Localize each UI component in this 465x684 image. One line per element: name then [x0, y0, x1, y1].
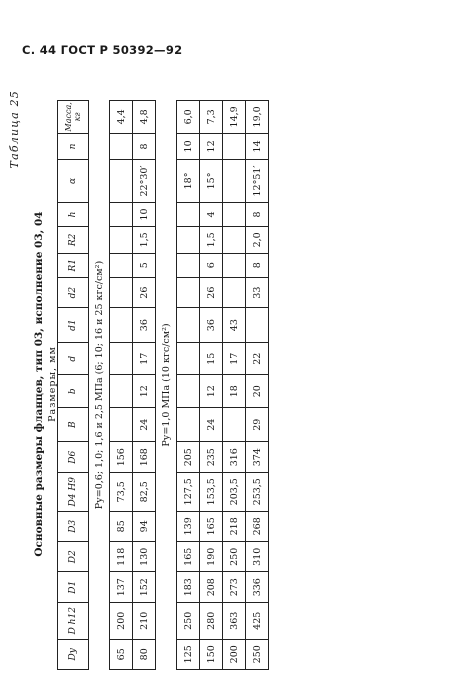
cell: 80 — [133, 639, 156, 669]
col-header: R2 — [58, 227, 89, 253]
cell: 336 — [246, 572, 269, 602]
cell: 65 — [110, 639, 133, 669]
col-header: B — [58, 407, 89, 442]
cell — [223, 202, 246, 226]
cell — [223, 160, 246, 203]
cell: 235 — [200, 442, 223, 472]
cell: 203,5 — [223, 472, 246, 511]
cell: 20 — [246, 375, 269, 408]
cell: 363 — [223, 602, 246, 639]
cell: 2,0 — [246, 227, 269, 253]
cell: 36 — [200, 308, 223, 343]
cell: 14 — [246, 133, 269, 159]
cell: 17 — [133, 342, 156, 375]
cell: 36 — [133, 308, 156, 343]
cell — [223, 227, 246, 253]
table-row — [177, 101, 200, 670]
cell: 26 — [200, 277, 223, 307]
cell: 12°51′ — [246, 160, 269, 203]
cell: 12 — [200, 133, 223, 159]
cell: 10 — [133, 202, 156, 226]
col-header: D2 — [58, 542, 89, 572]
table-number: Таблица 25 — [8, 90, 21, 169]
cell: 26 — [133, 277, 156, 307]
col-header: d1 — [58, 308, 89, 343]
cell: 273 — [223, 572, 246, 602]
cell: 18° — [177, 160, 200, 203]
cell: 218 — [223, 511, 246, 541]
cell — [110, 342, 133, 375]
col-header: D h12 — [58, 602, 89, 639]
cell: 374 — [246, 442, 269, 472]
cell — [177, 308, 200, 343]
cell: 280 — [200, 602, 223, 639]
col-header: n — [58, 133, 89, 159]
col-header: D6 — [58, 442, 89, 472]
cell: 253,5 — [246, 472, 269, 511]
col-header: d2 — [58, 277, 89, 307]
col-header: D4 H9 — [58, 472, 89, 511]
cell: 8 — [133, 133, 156, 159]
cell — [110, 133, 133, 159]
cell — [177, 202, 200, 226]
cell: 268 — [246, 511, 269, 541]
cell — [110, 407, 133, 442]
pressure-condition-row — [156, 101, 177, 670]
cell: 425 — [246, 602, 269, 639]
cell: 150 — [200, 639, 223, 669]
flange-dimensions-table — [57, 100, 269, 670]
cell: 43 — [223, 308, 246, 343]
col-header: D3 — [58, 511, 89, 541]
cell — [110, 202, 133, 226]
cell: 15° — [200, 160, 223, 203]
cell: 33 — [246, 277, 269, 307]
cell: 12 — [200, 375, 223, 408]
cell: 165 — [177, 542, 200, 572]
cell — [177, 375, 200, 408]
cell — [177, 407, 200, 442]
cell: 29 — [246, 407, 269, 442]
cell: 94 — [133, 511, 156, 541]
cell: 250 — [246, 639, 269, 669]
table-row — [246, 101, 269, 670]
cell: 22°30′ — [133, 160, 156, 203]
cell — [110, 375, 133, 408]
cell — [223, 253, 246, 277]
table-subtitle: Размеры, мм — [47, 346, 58, 422]
cell: 200 — [223, 639, 246, 669]
cell: 7,3 — [200, 101, 223, 134]
col-header: b — [58, 375, 89, 408]
cell — [177, 277, 200, 307]
cell — [177, 227, 200, 253]
cell: 12 — [133, 375, 156, 408]
cell: 210 — [133, 602, 156, 639]
table-title: Основные размеры фланцев, тип 03, исполнение 03, 04 — [33, 211, 45, 557]
cell — [110, 160, 133, 203]
cell — [110, 308, 133, 343]
cell: 139 — [177, 511, 200, 541]
cell: 190 — [200, 542, 223, 572]
cell: 15 — [200, 342, 223, 375]
cell: 8 — [246, 202, 269, 226]
table-row — [200, 101, 223, 670]
col-header: h — [58, 202, 89, 226]
cell — [223, 133, 246, 159]
cell: 127,5 — [177, 472, 200, 511]
cell — [246, 308, 269, 343]
cell: 1,5 — [200, 227, 223, 253]
cell: 125 — [177, 639, 200, 669]
cell: 4 — [200, 202, 223, 226]
pressure-condition-row — [89, 101, 110, 670]
col-header: R1 — [58, 253, 89, 277]
cell — [177, 253, 200, 277]
col-header: d — [58, 342, 89, 375]
cell: 4,4 — [110, 101, 133, 134]
cell: 250 — [223, 542, 246, 572]
cell: 14,9 — [223, 101, 246, 134]
cell: 5 — [133, 253, 156, 277]
col-header: Dу — [58, 639, 89, 669]
cell: 250 — [177, 602, 200, 639]
cell: 165 — [200, 511, 223, 541]
cell: 153,5 — [200, 472, 223, 511]
cell: 152 — [133, 572, 156, 602]
cell: 82,5 — [133, 472, 156, 511]
cell: 205 — [177, 442, 200, 472]
cell: 10 — [177, 133, 200, 159]
col-header: D1 — [58, 572, 89, 602]
cell: 22 — [246, 342, 269, 375]
cell: 73,5 — [110, 472, 133, 511]
table-row — [223, 101, 246, 670]
cell: 118 — [110, 542, 133, 572]
cell: 1,5 — [133, 227, 156, 253]
cell: 4,8 — [133, 101, 156, 134]
cell — [223, 407, 246, 442]
col-header: α — [58, 160, 89, 203]
cell: 168 — [133, 442, 156, 472]
rotated-page-body — [2, 84, 440, 684]
cell: 24 — [133, 407, 156, 442]
cell: 156 — [110, 442, 133, 472]
cell: 17 — [223, 342, 246, 375]
header-row — [58, 101, 89, 670]
cell: 200 — [110, 602, 133, 639]
cell: 85 — [110, 511, 133, 541]
cell: 208 — [200, 572, 223, 602]
cell: 130 — [133, 542, 156, 572]
cell — [110, 253, 133, 277]
cell: 137 — [110, 572, 133, 602]
cell: 316 — [223, 442, 246, 472]
cell: 310 — [246, 542, 269, 572]
cell: 18 — [223, 375, 246, 408]
pressure-condition: Pу=0,6; 1,0; 1,6 и 2,5 МПа (6; 10; 16 и 25 кгс/см²) — [93, 260, 105, 510]
cell: 8 — [246, 253, 269, 277]
page-header: С. 44 ГОСТ Р 50392—92 — [22, 43, 183, 57]
cell — [110, 227, 133, 253]
pressure-condition: Pу=1,0 МПа (10 кгс/см²) — [160, 323, 172, 447]
cell: 183 — [177, 572, 200, 602]
cell — [110, 277, 133, 307]
cell: 6 — [200, 253, 223, 277]
table-row — [110, 101, 133, 670]
cell — [177, 342, 200, 375]
cell: 24 — [200, 407, 223, 442]
table-row — [133, 101, 156, 670]
cell: 6,0 — [177, 101, 200, 134]
col-header: Масса, кг — [58, 101, 89, 134]
cell — [223, 277, 246, 307]
cell: 19,0 — [246, 101, 269, 134]
